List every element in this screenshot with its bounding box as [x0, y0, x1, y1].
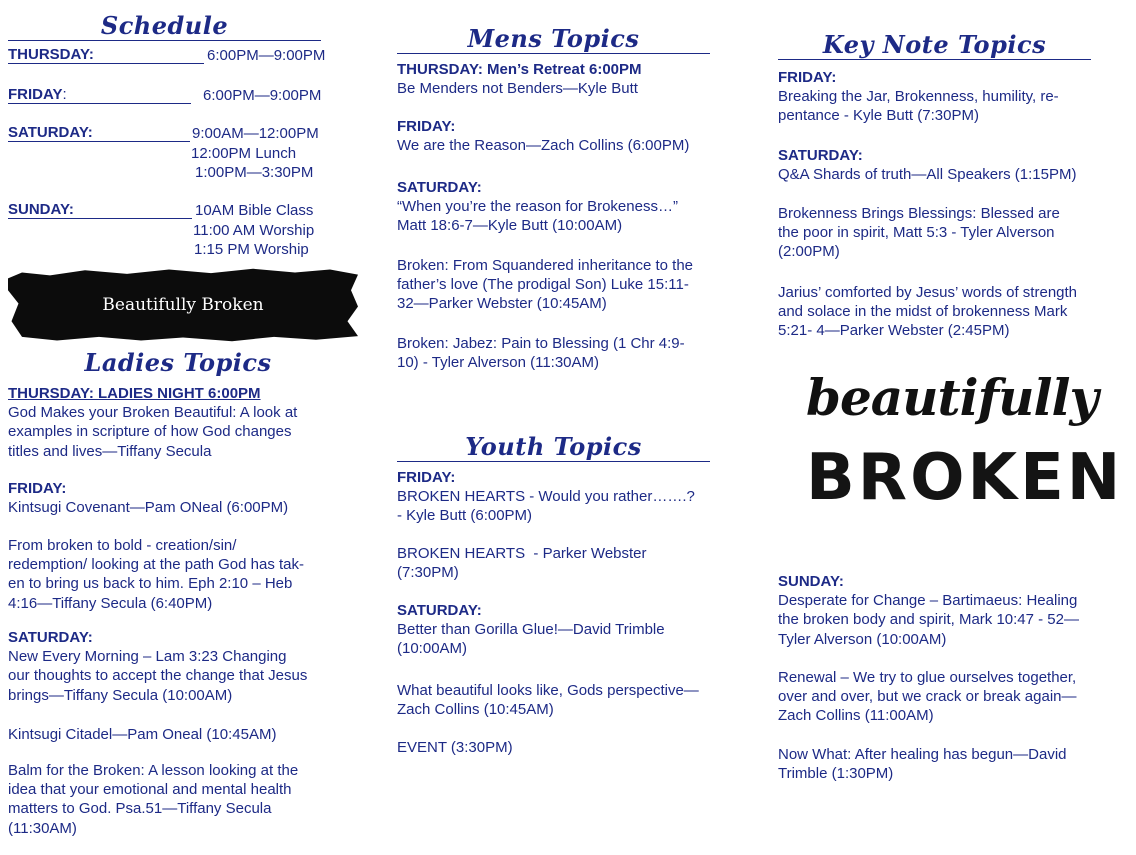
topic-line: the poor in spirit, Matt 5:3 - Tyler Alverson [778, 224, 1055, 242]
mens-saturday-topic-2 [397, 256, 747, 314]
topic-line: Desperate for Change – Bartimaeus: Healing [778, 592, 1078, 610]
ladies-friday-topic-2 [8, 536, 358, 613]
topic-line: Zach Collins (10:45AM) [397, 701, 554, 719]
schedule-row-saturday [8, 124, 358, 184]
ladies-friday-section [8, 479, 358, 517]
youth-saturday-topic-3 [397, 738, 747, 757]
day-heading: FRIDAY: [8, 480, 67, 497]
day-heading: FRIDAY: [397, 118, 456, 135]
topic-line: New Every Morning – Lam 3:23 Changing [8, 648, 287, 666]
mens-friday-section [397, 117, 747, 155]
schedule-time: 6:00PM—9:00PM [207, 47, 326, 64]
banner-text: Beautifully Broken [102, 295, 264, 315]
topic-line: We are the Reason—Zach Collins (6:00PM) [397, 137, 690, 155]
schedule-heading: Schedule [8, 13, 321, 41]
topic-line: 5:21- 4—Parker Webster (2:45PM) [778, 322, 1010, 340]
topic-line: Tyler Alverson (10:00AM) [778, 630, 947, 648]
schedule-time: 1:00PM—3:30PM [195, 164, 314, 181]
topic-line: examples in scripture of how God changes [8, 423, 292, 441]
topic-line: Matt 18:6-7—Kyle Butt (10:00AM) [397, 217, 623, 235]
topic-line: (7:30PM) [397, 564, 459, 582]
day-heading: THURSDAY: LADIES NIGHT 6:00PM [8, 385, 261, 402]
topic-line: over and over, but we crack or break again— [778, 688, 1077, 706]
youth-saturday-section [397, 601, 747, 659]
schedule-time: 12:00PM Lunch [191, 145, 297, 162]
topic-line: Jarius’ comforted by Jesus’ words of strength [778, 284, 1078, 301]
topic-line: Zach Collins (11:00AM) [778, 707, 934, 725]
day-heading: SATURDAY: [397, 602, 482, 619]
topic-line: (11:30AM) [8, 819, 77, 837]
topic-line: From broken to bold - creation/sin/ [8, 537, 237, 554]
topic-line: Breaking the Jar, Brokenness, humility, re- [778, 88, 1059, 106]
topic-line: (2:00PM) [778, 243, 840, 261]
schedule-row-thursday [8, 46, 358, 66]
mens-thursday-section [397, 60, 747, 98]
topic-line: Kintsugi Citadel—Pam Oneal (10:45AM) [8, 726, 277, 743]
topic-line: the broken body and spirit, Mark 10:47 - 52— [778, 611, 1079, 629]
topic-line: (10:00AM) [397, 640, 468, 658]
keynote-saturday-topic-2 [778, 204, 1133, 262]
day-heading: SATURDAY: [8, 629, 93, 646]
logo-script-text: beautifully [806, 368, 1098, 427]
topic-line: father’s love (The prodigal Son) Luke 15:11- [397, 276, 689, 294]
schedule-time: 6:00PM—9:00PM [203, 87, 322, 104]
schedule-time: 1:15 PM Worship [194, 241, 309, 258]
keynote-sunday-topic-3 [778, 745, 1133, 783]
topic-line: 10) - Tyler Alverson (11:30AM) [397, 354, 600, 372]
topic-line: Q&A Shards of truth—All Speakers (1:15PM) [778, 166, 1077, 184]
topic-line: Better than Gorilla Glue!—David Trimble [397, 621, 665, 639]
mens-saturday-topic-3 [397, 334, 747, 372]
day-heading: FRIDAY: [397, 469, 456, 486]
schedule-day-label: SUNDAY: [8, 201, 192, 219]
ladies-saturday-section [8, 628, 358, 705]
keynote-saturday-topic-3 [778, 283, 1133, 341]
youth-topics-heading: Youth Topics [397, 434, 710, 462]
topic-line: idea that your emotional and mental health [8, 781, 292, 799]
keynote-sunday-section [778, 572, 1133, 649]
keynote-friday-section [778, 68, 1133, 126]
ladies-topics-heading: Ladies Topics [84, 348, 272, 377]
schedule-day-label: THURSDAY: [8, 46, 204, 64]
day-heading: SUNDAY: [778, 573, 844, 590]
topic-line: 4:16—Tiffany Secula (6:40PM) [8, 594, 213, 612]
topic-line: “When you’re the reason for Brokeness…” [397, 198, 678, 216]
topic-line: What beautiful looks like, Gods perspective— [397, 682, 699, 699]
topic-line: Brokenness Brings Blessings: Blessed are [778, 205, 1060, 222]
topic-line: en to bring us back to him. Eph 2:10 – Heb [8, 575, 293, 593]
topic-line: Renewal – We try to glue ourselves together, [778, 669, 1077, 686]
topic-line: Balm for the Broken: A lesson looking at the [8, 762, 299, 779]
schedule-day-label-wrap [8, 86, 200, 103]
ladies-saturday-topic-2 [8, 725, 358, 744]
topic-line: God Makes your Broken Beautiful: A look at [8, 404, 298, 422]
keynote-sunday-topic-2 [778, 668, 1133, 726]
topic-line: 32—Parker Webster (10:45AM) [397, 295, 607, 313]
topic-line: Kintsugi Covenant—Pam ONeal (6:00PM) [8, 499, 289, 517]
youth-friday-section [397, 468, 747, 526]
schedule-row-sunday [8, 201, 358, 261]
day-heading: SATURDAY: [397, 179, 482, 196]
schedule-time: 11:00 AM Worship [193, 222, 315, 239]
youth-saturday-topic-2 [397, 681, 747, 719]
topic-line: matters to God. Psa.51—Tiffany Secula [8, 800, 272, 818]
beautifully-broken-logo [806, 358, 1124, 548]
topic-line: redemption/ looking at the path God has tak- [8, 556, 305, 574]
topic-line: our thoughts to accept the change that Jesus [8, 667, 308, 685]
keynote-saturday-section [778, 146, 1133, 184]
youth-friday-topic-2 [397, 544, 747, 582]
topic-line: Now What: After healing has begun—David [778, 746, 1067, 763]
mens-topics-heading: Mens Topics [397, 26, 710, 54]
topic-line: Broken: From Squandered inheritance to the [397, 257, 694, 274]
topic-line: brings—Tiffany Secula (10:00AM) [8, 686, 233, 704]
topic-line: - Kyle Butt (6:00PM) [397, 507, 533, 525]
topic-line: BROKEN HEARTS - Parker Webster [397, 545, 647, 562]
topic-line: Be Menders not Benders—Kyle Butt [397, 80, 638, 98]
mens-saturday-section [397, 178, 747, 236]
topic-line: titles and lives—Tiffany Secula [8, 442, 212, 460]
topic-line: Broken: Jabez: Pain to Blessing (1 Chr 4:9- [397, 335, 685, 352]
topic-line: pentance - Kyle Butt (7:30PM) [778, 107, 979, 125]
logo-block-text: BROKEN [806, 441, 1124, 515]
schedule-time: 10AM Bible Class [195, 202, 314, 219]
keynote-topics-heading: Key Note Topics [778, 32, 1091, 60]
schedule-day-label: FRIDAY [8, 86, 63, 103]
topic-line: Trimble (1:30PM) [778, 765, 894, 783]
topic-line: EVENT (3:30PM) [397, 739, 513, 756]
day-heading: SATURDAY: [778, 147, 863, 164]
topic-line: and solace in the midst of brokenness Mark [778, 303, 1068, 321]
schedule-day-colon: : [62, 86, 190, 104]
schedule-day-label: SATURDAY: [8, 124, 190, 142]
ladies-saturday-topic-3 [8, 761, 358, 838]
schedule-time: 9:00AM—12:00PM [192, 125, 319, 142]
day-heading: FRIDAY: [778, 69, 837, 86]
schedule-row-friday [8, 86, 358, 106]
day-heading: THURSDAY: Men’s Retreat 6:00PM [397, 61, 642, 78]
ladies-thursday-section [8, 384, 358, 461]
topic-line: BROKEN HEARTS - Would you rather…….? [397, 488, 695, 506]
